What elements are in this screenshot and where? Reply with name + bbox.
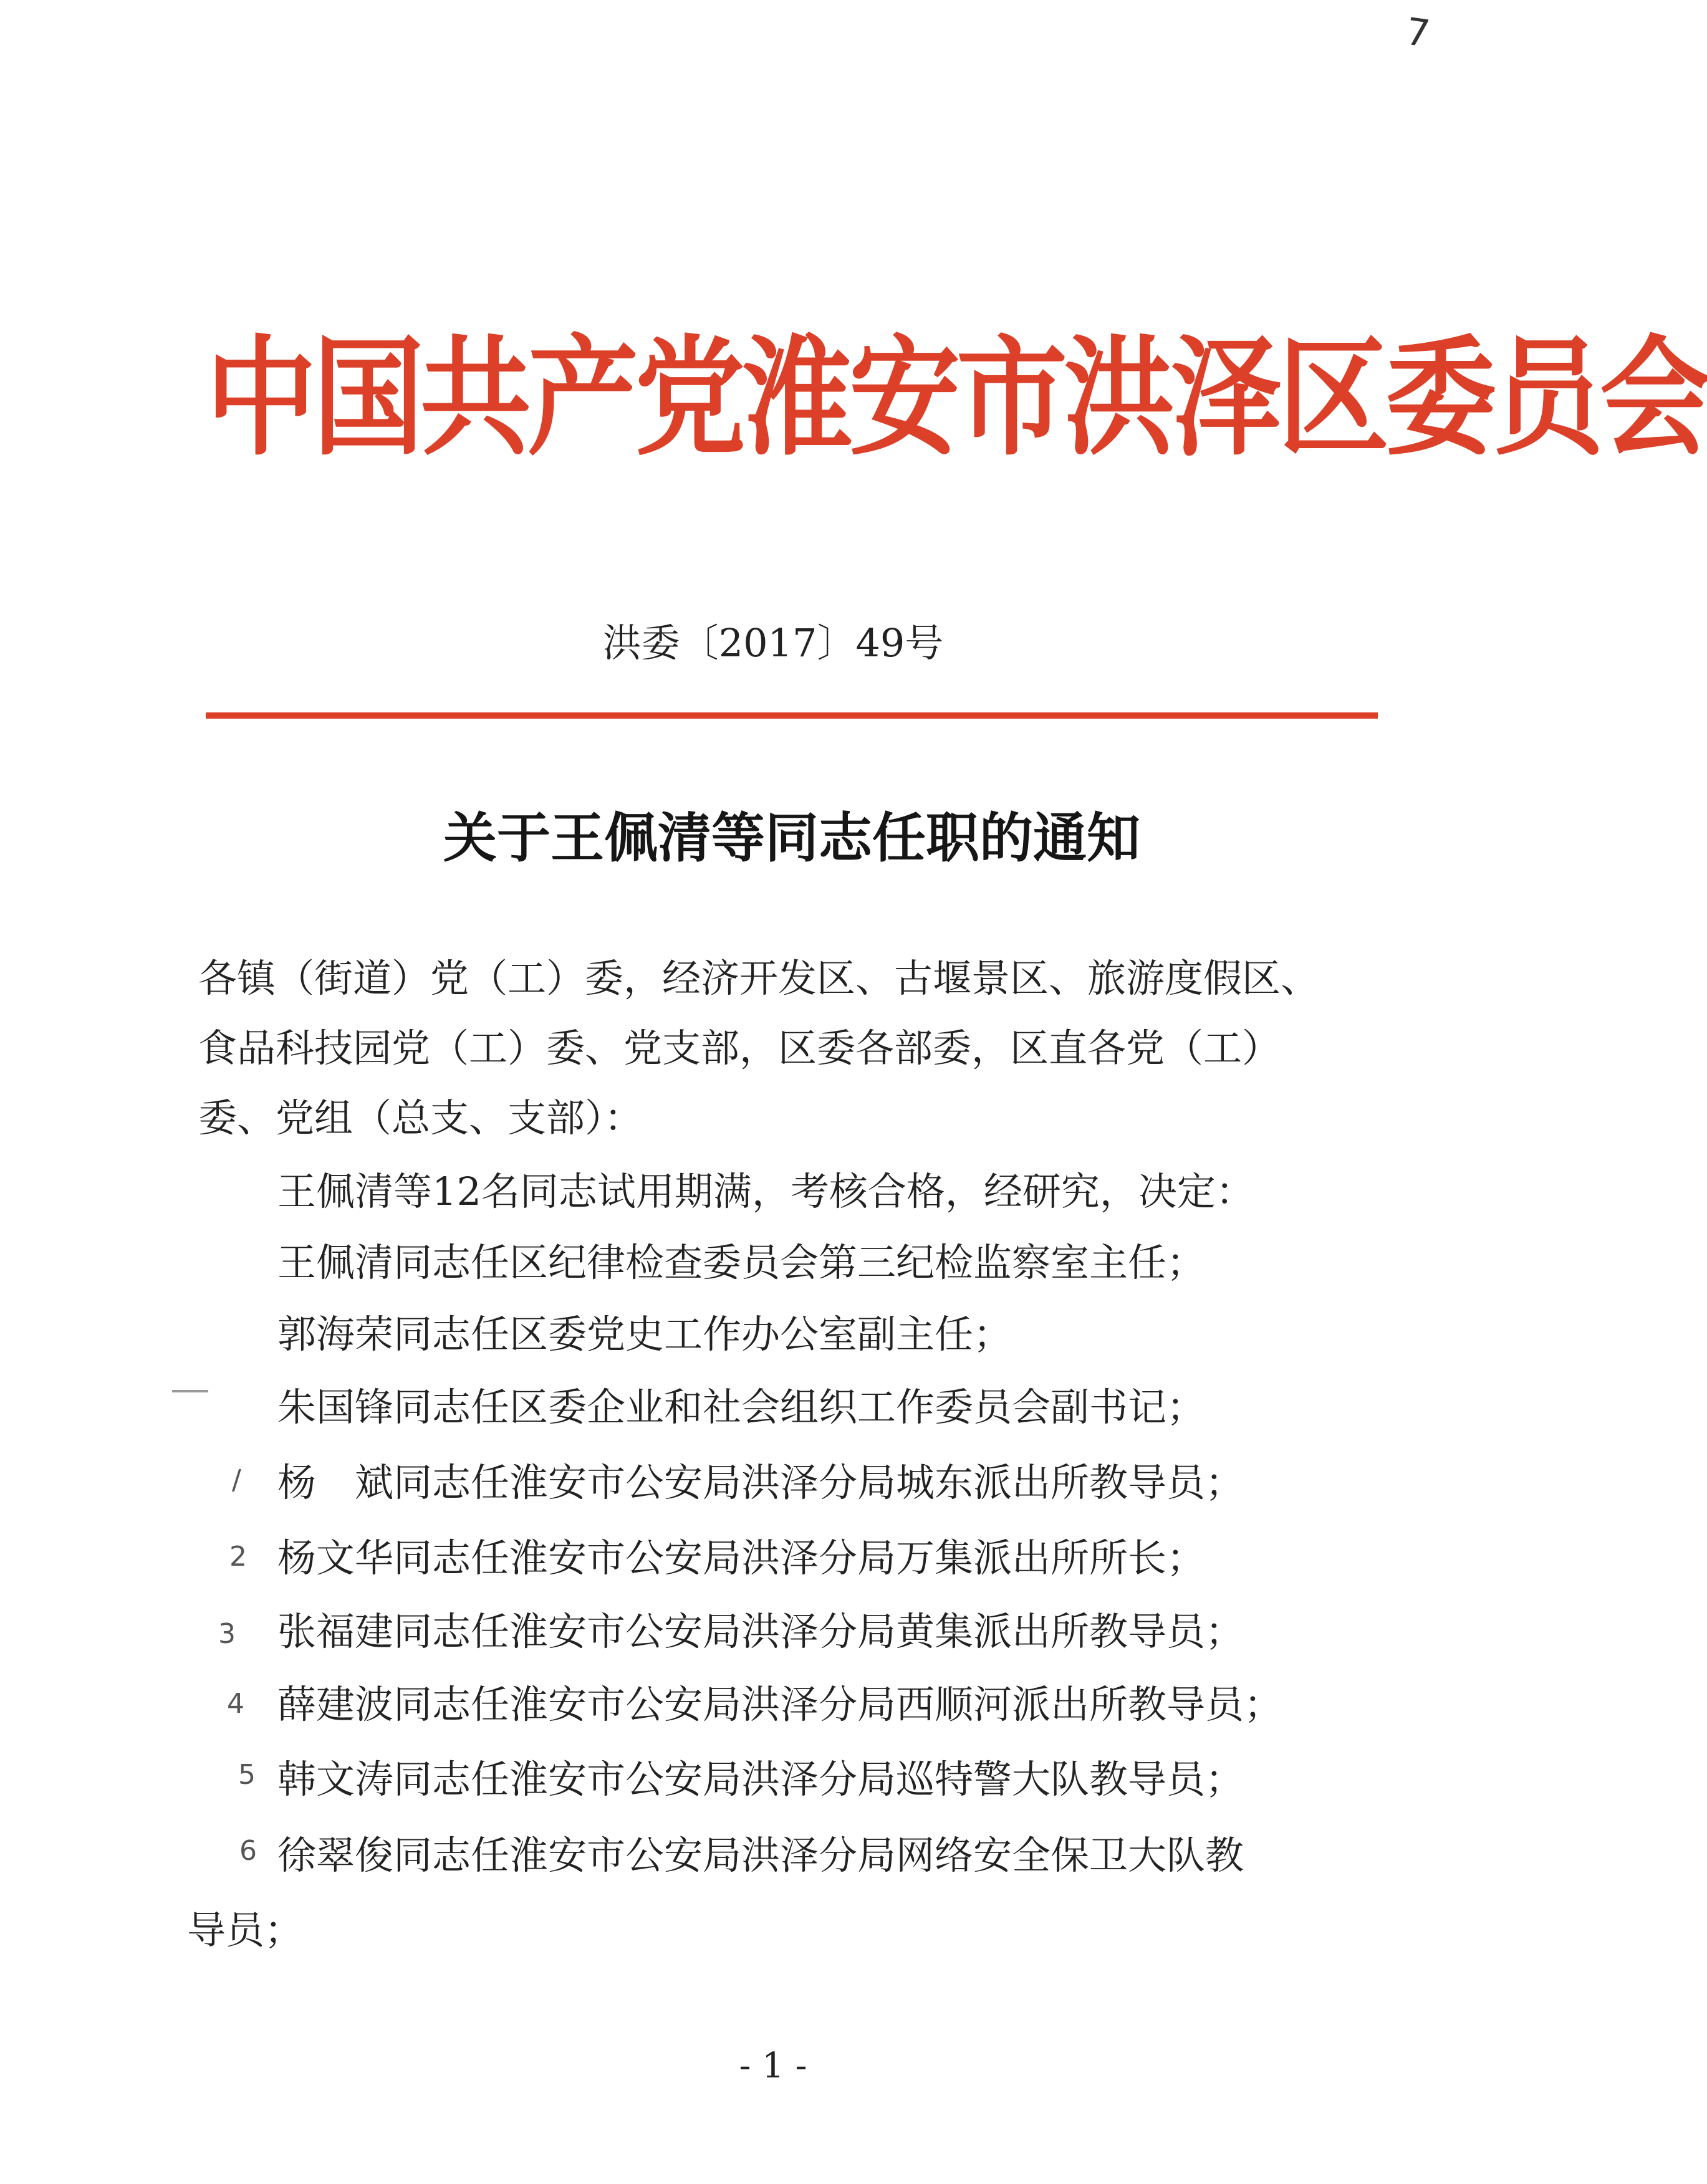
masthead-title: 中国共产党淮安市洪泽区委员会	[206, 323, 1707, 473]
addressee-line: 委、党组（总支、支部）：	[198, 1095, 643, 1141]
appointment-continuation: 导员；	[187, 1907, 304, 1953]
addressee-line: 各镇（街道）党（工）委，经济开发区、古堰景区、旅游度假区、	[198, 956, 1320, 1001]
handwritten-margin-number: 4	[227, 1688, 244, 1720]
handwritten-margin-number: 3	[218, 1618, 236, 1650]
document-number: 洪委〔2017〕49号	[602, 620, 944, 666]
appointment-line: 杨文华同志任淮安市公安局洪泽分局万集派出所所长；	[277, 1535, 1206, 1581]
margin-dash-mark	[172, 1390, 208, 1392]
notice-title: 关于王佩清等同志任职的通知	[443, 807, 1140, 869]
appointment-line: 朱国锋同志任区委企业和社会组织工作委员会副书记；	[277, 1384, 1206, 1430]
handwritten-margin-number: /	[232, 1464, 241, 1496]
intro-paragraph: 王佩清等12名同志试用期满，考核合格，经研究，决定：	[277, 1169, 1254, 1214]
page-number: - 1 -	[739, 2046, 807, 2086]
appointment-line: 杨 斌同志任淮安市公安局洪泽分局城东派出所教导员；	[277, 1460, 1244, 1505]
appointment-line: 王佩清同志任区纪律检查委员会第三纪检监察室主任；	[277, 1240, 1206, 1285]
appointment-line: 薛建波同志任淮安市公安局洪泽分局西顺河派出所教导员；	[277, 1682, 1283, 1727]
handwritten-margin-number: 2	[229, 1541, 247, 1573]
addressee-line: 食品科技园党（工）委、党支部，区委各部委，区直各党（工）	[198, 1025, 1281, 1071]
handwritten-page-mark: 7	[1403, 9, 1433, 57]
appointment-line: 韩文涛同志任淮安市公安局洪泽分局巡特警大队教导员；	[277, 1756, 1244, 1802]
appointment-line: 徐翠俊同志任淮安市公安局洪泽分局网络安全保卫大队教	[277, 1832, 1244, 1878]
red-divider-line	[206, 712, 1378, 719]
handwritten-margin-number: 5	[238, 1759, 256, 1791]
appointment-line: 张福建同志任淮安市公安局洪泽分局黄集派出所教导员；	[277, 1609, 1244, 1654]
handwritten-margin-number: 6	[239, 1835, 257, 1867]
appointment-line: 郭海荣同志任区委党史工作办公室副主任；	[277, 1311, 1012, 1357]
